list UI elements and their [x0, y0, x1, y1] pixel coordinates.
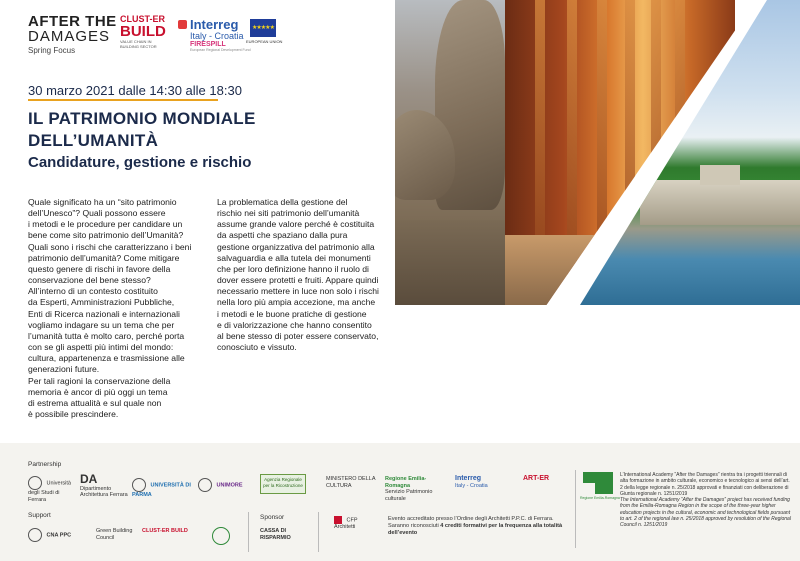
brand-line2: DAMAGES [28, 28, 111, 45]
unife-text: Università degli Studi di Ferrara [28, 480, 71, 503]
cnappc-seal-icon [28, 528, 42, 542]
arter-text: ART-ER [523, 475, 550, 482]
unimore-text: UNIMORE [216, 482, 243, 489]
agenzia-logo [260, 474, 306, 494]
interreg-logo [178, 18, 251, 52]
unimore-logo [198, 478, 252, 492]
cassa-logo [260, 528, 300, 541]
cnappc-logo [28, 528, 88, 542]
cfp-text [388, 516, 568, 537]
cassa-text: CASSA DI RISPARMIO [260, 528, 291, 541]
interreg-footer-sub: Italy - Croatia [455, 482, 488, 489]
divider [318, 512, 319, 552]
regione-text: Regione Emilia-Romagna [385, 476, 427, 489]
body-left-text: Quale significato ha un “sito patrimonio dell’Unesco”? Quali possono essere i metodi e le procedure per candidare un bene come sito patrimonio dell’Umanità? Quali sono i rischi che caratterizzano i beni patrimonio dell’umanità? Come mitigare questo genere di rischi in favore della conservazione del bene stesso? All’interno di un contesto costituito da Esperti, Amministrazioni Pubbliche, Enti di Ricerca nazionali e internazionali vogliamo indagare su un tema che per l’umanità tutta è molto caro, perché porta con se gli aspetti più intimi del mondo: cultura, appartenenza e trasmissione alle generazioni future. Per tali ragioni la conservazione della memoria è ancor di più oggi un tema di estrema attualità e sul quale non è possibile prescindere. [28, 197, 192, 419]
interreg-line4: European Regional Development Fund [190, 48, 251, 52]
body-right-text: La problematica della gestione del rischio nei siti patrimonio dell’umanità assume grande valore perché è costituita da aspetti che spaziano dalla pura gestione organizzativa del patrimonio alla salvaguardia e alla tutela dei monumenti che per loro definizione hanno il ruolo di dover essere protetti e fruiti. Appare quindi necessario mettere in luce non solo i rischi nella loro più ampia accezione, ma anche i metodi e le buone pratiche di gestione e di valorizzazione che hanno consentito al bene stesso di poter essere conservato, conosciuto e vissuto. [217, 197, 379, 353]
unimore-seal-icon [198, 478, 212, 492]
body-right-column [217, 197, 407, 353]
unipr-text: UNIVERSITÀ DI PARMA [132, 482, 191, 498]
academy-notice [620, 472, 792, 529]
eu-caption: EUROPEAN UNION [246, 39, 283, 44]
academy-notice-it: L’International Academy “After the Damages” rientra tra i progetti triennali di alta formazione in ambito culturale, economico e tecnologico ai sensi dell’art. 2 della legge regionale n. 25/2018 approvati e finanziati con deliberazione di Giunta regionale n. 1251/2019 [620, 472, 790, 497]
agenzia-text: Agenzia Regionale per la Ricostruzione [260, 474, 306, 494]
rock-photo [395, 0, 515, 305]
date-underline [28, 99, 218, 101]
photo-collage [395, 0, 800, 305]
support-label: Support [28, 512, 51, 519]
da-text: Dipartimento Architettura Ferrara [80, 485, 128, 498]
cluster-line2: BUILD [120, 23, 166, 40]
interreg-footer-text: Interreg [455, 475, 482, 482]
regione-servizio-logo [385, 476, 445, 502]
ministero-logo [326, 476, 376, 489]
divider [248, 512, 249, 552]
body-left-column [28, 197, 208, 420]
clust-er-build-logo [120, 15, 166, 49]
interreg-line3: FIRESPILL [190, 41, 226, 48]
academy-notice-en: The International Academy “After the Damages” project has received funding from the Emilia-Romagna Region in the scope of the three-year higher education projects in the cultural, economic and technological fields pursuant to art. 2 of the regional law n. 25/2018 approved by resolution of the Regional Council n. 1251/2019 [620, 497, 791, 529]
gbc-logo [96, 528, 138, 541]
da-logo [80, 472, 128, 499]
cluster-footer-text: CLUST-ER BUILD [142, 528, 188, 534]
cfp-text-b: 4 crediti formativi per la frequenza alla totalità dell’evento [388, 523, 563, 536]
eu-flag-icon: ★★★★★ [250, 19, 276, 37]
interreg-footer-logo [455, 476, 511, 489]
after-the-damages-logo [28, 14, 117, 55]
cfp-logo [334, 516, 378, 531]
unife-seal-icon [28, 476, 42, 490]
cluster-line1: CLUST-ER [120, 14, 165, 24]
brand-line3: Spring Focus [28, 46, 76, 55]
cfp-label: CFP Architetti [334, 517, 358, 530]
unipr-seal-icon [132, 478, 146, 492]
sponsor-label: Sponsor [260, 514, 285, 521]
divider [575, 470, 576, 548]
event-title-line1: IL PATRIMONIO MONDIALE [28, 109, 256, 128]
brand-line1: AFTER THE [28, 13, 117, 30]
cluster-line3: VALUE CHAIN IN BUILDING SECTOR [120, 39, 157, 49]
cluster-footer-logo [142, 528, 190, 535]
da-mark: DA [80, 472, 98, 486]
cfp-mark-icon [334, 516, 342, 524]
partnership-label: Partnership [28, 461, 62, 468]
cfp-text-a: Evento accreditato presso l’Ordine degli Architetti P.P.C. di Ferrara. Saranno riconosciuti [388, 516, 554, 529]
support-emblem-icon [212, 527, 230, 545]
er-caption: Regione Emilia-Romagna [580, 496, 620, 500]
event-subtitle: Candidature, gestione e rischio [28, 154, 252, 171]
event-date: 30 marzo 2021 dalle 14:30 alle 18:30 [28, 83, 242, 98]
interreg-line1: Interreg [178, 18, 251, 31]
unipr-logo [132, 478, 192, 499]
cnappc-text: CNA PPC [46, 532, 72, 539]
arter-logo [523, 476, 571, 483]
unife-logo [28, 476, 76, 503]
servizio-text: Servizio Patrimonio culturale [385, 489, 433, 502]
interreg-line2: Italy - Croatia [190, 31, 244, 41]
ministero-text: MINISTERO DELLA CULTURA [326, 476, 376, 489]
gbc-text: Green Building Council [96, 528, 133, 541]
event-title-line2: DELL’UMANITÀ [28, 131, 159, 150]
